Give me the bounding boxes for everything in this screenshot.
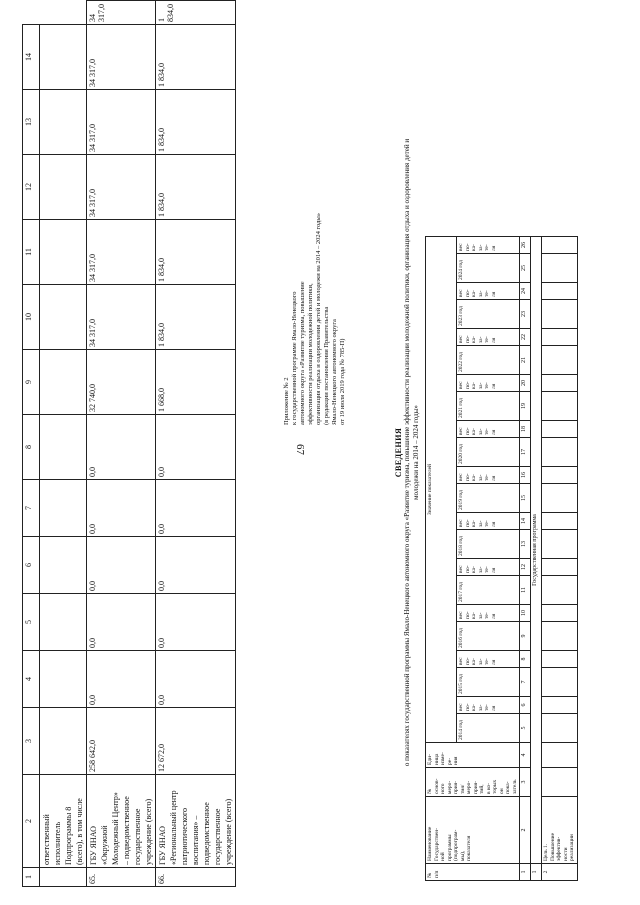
- col-number: 4: [23, 651, 40, 708]
- col-number: 12: [520, 559, 531, 576]
- heading-title: СВЕДЕНИЯ: [394, 427, 403, 478]
- appendix-line: организация отдыха и оздоровления детей и молодежи на 2014 – 2024 годы»: [315, 213, 322, 425]
- appendix-line: эффективности реализации молодежной политики,: [307, 283, 314, 425]
- col-number: 21: [520, 346, 531, 375]
- value-cell: 34 317,0: [87, 90, 156, 155]
- col-number: 11: [520, 576, 531, 605]
- row-number: 2: [542, 864, 578, 881]
- weight-cell: вес по- ка- за- те- ля: [457, 467, 520, 484]
- col-number: 15: [520, 484, 531, 513]
- value-cell: 0,0: [156, 415, 236, 480]
- header-unit: Еди- ница изме- ре- ния: [426, 743, 520, 768]
- weight-cell: вес по- ка- за- те- ля: [457, 329, 520, 346]
- col-number: 6: [23, 537, 40, 594]
- row-name: ГБУ ЯНАО «Региональный центр патриотического воспитания» – подведомственное государственное учреждение (всего): [156, 775, 236, 868]
- col-number: 6: [520, 697, 531, 714]
- value-cell: 34 317,0: [87, 155, 156, 220]
- col-number: 3: [520, 768, 531, 797]
- col-number: 7: [23, 480, 40, 537]
- row-number: 1: [531, 864, 542, 881]
- column-number-row: [520, 237, 531, 881]
- col-number: 7: [520, 668, 531, 697]
- col-number: 13: [23, 90, 40, 155]
- col-number: 5: [23, 594, 40, 651]
- col-number: 14: [23, 25, 40, 90]
- value-cell: 0,0: [87, 651, 156, 708]
- header-values: Значение показателей: [426, 237, 457, 743]
- value-cell: 12 672,0: [156, 708, 236, 775]
- page-number: 67: [294, 444, 306, 455]
- section-title: Государственная программа: [531, 237, 542, 864]
- col-number: 2: [23, 775, 40, 868]
- header-row: [426, 237, 457, 881]
- col-number: 26: [520, 237, 531, 254]
- col-number: 4: [520, 743, 531, 768]
- heading-line: о показателях государственной программы Ямало-Ненецкого автономного округа «Развитие туризма, повышение эффективности реализации молодежной политики, организация отдыха и оздоровления детей и: [403, 138, 411, 767]
- table-row: [542, 237, 578, 881]
- weight-cell: вес по- ка- за- те- ля: [457, 237, 520, 254]
- year-cell: 2019 год: [457, 484, 520, 513]
- year-cell: 2024 год: [457, 254, 520, 283]
- col-number: 3: [23, 708, 40, 775]
- year-cell: 2015 год: [457, 668, 520, 697]
- row-number: [40, 868, 87, 887]
- year-cell: 2020 год: [457, 438, 520, 467]
- value-cell: 34 317,0: [87, 25, 156, 90]
- col-number: 10: [23, 285, 40, 350]
- heading-line: молодежи на 2014 – 2024 годы»: [412, 405, 420, 500]
- weight-cell: вес по- ка- за- те- ля: [457, 375, 520, 392]
- weight-cell: вес по- ка- за- те- ля: [457, 559, 520, 576]
- col-number: 17: [520, 438, 531, 467]
- row-name: ГБУ ЯНАО «Окружной Молодежный Центр» – подведомственное государственное учреждение (всего): [87, 775, 156, 868]
- row-name: ответственный исполнитель Подпрограммы 8 (всего), в том числе: [40, 775, 87, 868]
- weight-cell: вес по- ка- за- те- ля: [457, 651, 520, 668]
- year-cell: 2014 год: [457, 714, 520, 743]
- value-cell: 0,0: [156, 480, 236, 537]
- value-cell: 1 834,0: [156, 25, 236, 90]
- value-cell: 258 642,0: [87, 708, 156, 775]
- row-name: Цель 1. Повышение эффектив- ности реализации: [542, 797, 578, 864]
- col-number: 10: [520, 605, 531, 622]
- col-number: 19: [520, 392, 531, 421]
- value-cell: 1 668,0: [156, 350, 236, 415]
- value-cell: 1 834,0: [156, 90, 236, 155]
- appendix-line: (в редакции постановления Правительства: [323, 306, 330, 425]
- value-cell: 1 834,0: [156, 220, 236, 285]
- financing-table: [22, 0, 236, 887]
- col-number: 8: [520, 651, 531, 668]
- value-cell: 32 740,0: [87, 350, 156, 415]
- weight-cell: вес по- ка- за- те- ля: [457, 513, 520, 530]
- col-number: 9: [23, 350, 40, 415]
- value-cell: 1 834,0: [156, 155, 236, 220]
- weight-cell: вес по- ка- за- те- ля: [457, 421, 520, 438]
- table-row: [87, 1, 156, 887]
- row-number: 66.: [156, 868, 236, 887]
- value-cell: 34 317,0: [87, 285, 156, 350]
- col-number: 2: [520, 797, 531, 864]
- year-cell: 2017 год: [457, 576, 520, 605]
- weight-cell: вес по- ка- за- те- ля: [457, 697, 520, 714]
- value-cell: 0,0: [156, 651, 236, 708]
- col-number: 5: [520, 714, 531, 743]
- section-row: [531, 237, 542, 881]
- value-cell: 34 317,0: [87, 1, 156, 25]
- table-row: [40, 1, 87, 887]
- year-cell: 2021 год: [457, 392, 520, 421]
- year-cell: 2018 год: [457, 530, 520, 559]
- value-cell: 0,0: [87, 594, 156, 651]
- value-cell: 1 834,0: [156, 1, 236, 25]
- indicators-table: [425, 236, 578, 881]
- col-number: 22: [520, 329, 531, 346]
- year-cell: 2016 год: [457, 622, 520, 651]
- value-cell: 0,0: [156, 537, 236, 594]
- weight-cell: вес по- ка- за- те- ля: [457, 605, 520, 622]
- col-number: 18: [520, 421, 531, 438]
- col-number: 9: [520, 622, 531, 651]
- year-cell: 2023 год: [457, 300, 520, 329]
- header-activity: № основ- ного меро- прия- тия/ меро- прия- тий, в ко- торых он пока- затель: [426, 768, 520, 797]
- value-cell: 34 317,0: [87, 220, 156, 285]
- col-number: 13: [520, 530, 531, 559]
- appendix-line: автономного округа «Развитие туризма, повышение: [299, 281, 306, 425]
- col-number: 11: [23, 220, 40, 285]
- value-cell: 0,0: [87, 480, 156, 537]
- col-number: 8: [23, 415, 40, 480]
- appendix-line: к государственной программе Ямало-Ненецкого: [291, 291, 298, 425]
- column-number-row: [23, 1, 40, 887]
- col-number: 1: [23, 868, 40, 887]
- document-heading: [394, 10, 421, 895]
- value-cell: 0,0: [87, 537, 156, 594]
- appendix-note: [283, 85, 347, 425]
- col-number: 1: [520, 864, 531, 881]
- header-name: Наименование Государствен- ной программы (подпрограм- мы), показателя: [426, 797, 520, 864]
- value-cell: 0,0: [87, 415, 156, 480]
- appendix-line: Ямало-Ненецкого автономного округа: [331, 319, 338, 425]
- col-number: 14: [520, 513, 531, 530]
- appendix-line: Приложение № 2: [283, 377, 290, 425]
- value-cell: 0,0: [156, 594, 236, 651]
- col-number: 24: [520, 283, 531, 300]
- col-number: 25: [520, 254, 531, 283]
- value-cell: 1 834,0: [156, 285, 236, 350]
- row-number: 65.: [87, 868, 156, 887]
- col-number: 20: [520, 375, 531, 392]
- year-cell: 2022 год: [457, 346, 520, 375]
- table-row: [156, 1, 236, 887]
- col-number: 23: [520, 300, 531, 329]
- col-number: 12: [23, 155, 40, 220]
- header-num: № п/п: [426, 864, 520, 881]
- appendix-line: от 19 июля 2019 года № 785-П): [339, 338, 346, 425]
- weight-cell: вес по- ка- за- те- ля: [457, 283, 520, 300]
- col-number: 16: [520, 467, 531, 484]
